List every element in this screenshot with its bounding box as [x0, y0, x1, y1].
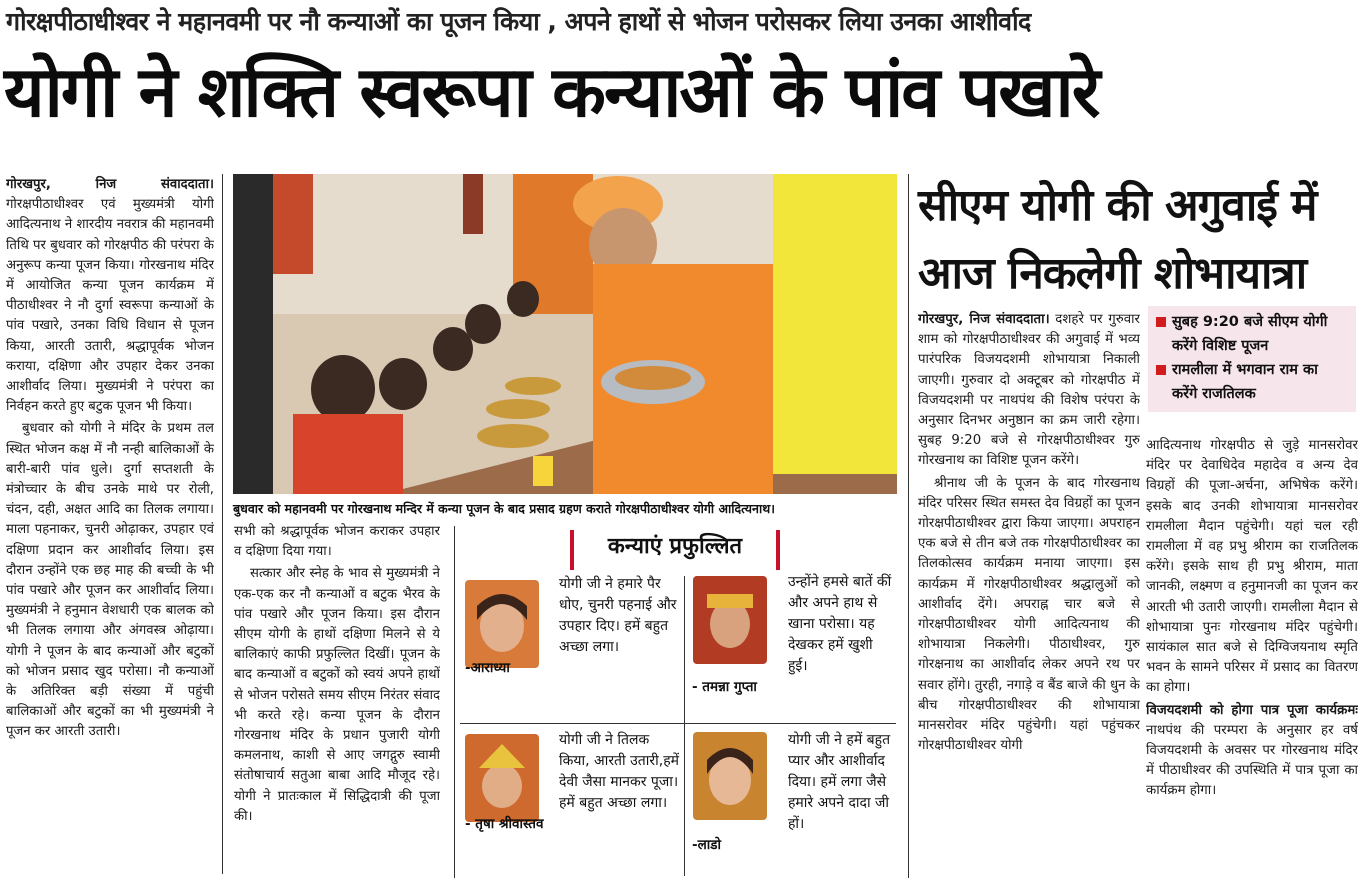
- main-para-1: गोरक्षपीठाधीश्वर एवं मुख्यमंत्री योगी आदित्यनाथ ने शारदीय नवरात्र की महानवमी तिथि पर बुधवार को गोरक्षपीठ की परंपरा के अनुरूप कन्या पूजन किया। गोरखनाथ मंदिर में आयोजित कन्या पूजन कार्यक्रम में पीठाधीश्वर ने नौ दुर्गा स्वरूपा कन्याओं के पांव पखारे, उनका विधि विधान से पूजन किया, आरती उतारी, श्रद्धापूर्वक भोजन कराया, दक्षिणा और उपहार देकर उनका आशीर्वाद लिया। मुख्यमंत्री ने परंपरा का निर्वहन करते हुए बटुक पूजन भी किया।: [6, 197, 214, 415]
- quote-text: योगी जी ने तिलक किया, आरती उतारी,हमें देवी जैसा मानकर पूजा। हमें बहुत अच्छा लगा।: [559, 732, 680, 811]
- bullet-item: [1156, 358, 1348, 406]
- bullet-item: [1156, 310, 1348, 358]
- quote-aradhya: [465, 574, 680, 679]
- side-headline-line-1: सीएम योगी की अगुवाई में: [918, 180, 1317, 231]
- quote-name: -लाडो: [692, 837, 721, 853]
- main-story-column-2: [234, 522, 440, 877]
- side-para-2: श्रीनाथ जी के पूजन के बाद गोरखनाथ मंदिर परिसर स्थित समस्त देव विग्रहों का पूजन गोरक्षपीठाधीश्वर द्वारा किया जाएगा। अपराहन एक बजे से तीन बजे तक गोरक्षपीठाधीश्वर का तिलकोत्सव कार्यक्रम मनाया जाएगा। इस कार्यक्रम में गोरक्षपीठाधीश्वर श्रद्धालुओं को आशीर्वाद देंगे। अपराह्न चार बजे से गोरक्षपीठाधीश्वर योगी आदित्यनाथ की शोभायात्रा निकलेगी। पीठाधीश्वर, गुरु गोरक्षनाथ का आशीर्वाद लेकर अपने रथ पर सवार होंगे। तुरही, नगाड़े व बैंड बाजे की धुन के बीच गोरक्षपीठाधीश्वर की शोभायात्रा मानसरोवर मंदिर पहुंचेगी। यहां पहुंचकर गोरक्षपीठाधीश्वर योगी: [918, 475, 1140, 754]
- photo-caption: बुधवार को महानवमी पर गोरखनाथ मन्दिर में कन्या पूजन के बाद प्रसाद ग्रहण कराते गोरक्षपीठाधीश्वर योगी आदित्यनाथ।: [233, 501, 775, 516]
- quote-name: - तृषा श्रीवास्तव: [465, 816, 544, 832]
- lead-photo-illustration: [233, 174, 897, 494]
- main-para-2: बुधवार को योगी ने मंदिर के प्रथम तल स्थित भोजन कक्ष में नौ नन्ही बालिकाओं के बारी-बारी पांव धुले। दुर्गा सप्तशती के मंत्रोच्चार के बीच उनके माथे पर रोली, चंदन, दही, अक्षत आदि का तिलक लगाया। माला पहनाकर, चुनरी ओढ़ाकर, उपहार एवं दक्षिणा प्रदान कर आशीर्वाद लिया। इस दौरान उन्होंने एक छह माह की बच्ची के भी पांव पखारे और पूजन कर आशीर्वाद लिया। मुख्यमंत्री ने हनुमान वेशधारी एक बालक को भी तिलक लगाया और अंगवस्त्र ओढ़ाया। योगी ने पूजन के बाद कन्याओं और बटुकों को भोजन प्रसाद खुद परोसा। नौ कन्याओं के अतिरिक्त बड़ी संख्या में पहुंची बालिकाओं और बटुकों का भी मुख्यमंत्री ने पूजन कर आरती उतारी।: [6, 421, 214, 740]
- main-headline: योगी ने शक्ति स्वरूपा कन्याओं के पांव पखारे: [4, 51, 1099, 133]
- quote-tamanna: [692, 572, 892, 698]
- side-story-column-b: [1146, 436, 1358, 878]
- quote-text: उन्होंने हमसे बातें कीं और अपने हाथ से खाना परोसा। यह देखकर हमें खुशी हुई।: [788, 574, 892, 674]
- square-bullet-icon: [1156, 365, 1166, 375]
- main-story-column-1: [6, 175, 214, 877]
- quote-name: - तमन्ना गुप्ता: [692, 679, 757, 695]
- side-story-column-a: [918, 310, 1140, 878]
- quote-text: योगी जी ने हमारे पैर धोए, चुनरी पहनाई और उपहार दिए। हमें बहुत अच्छा लगा।: [559, 576, 677, 655]
- kicker-headline: गोरक्षपीठाधीश्वर ने महानवमी पर नौ कन्याओं का पूजन किया , अपने हाथों से भोजन परोसकर लिया उनका आशीर्वाद: [6, 7, 1031, 36]
- main-dateline: गोरखपुर, निज संवाददाता।: [6, 177, 214, 192]
- quotes-divider: [460, 723, 896, 724]
- square-bullet-icon: [1156, 317, 1166, 327]
- side-para-1: दशहरे पर गुरुवार शाम को गोरक्षपीठाधीश्वर की अगुवाई में भव्य पारंपरिक विजयदशमी शोभायात्रा निकाली जाएगी। गुरुवार दो अक्टूबर को गोरक्षपीठ में विजयदशमी पर नाथपंथ की विशेष परंपरा के अनुसार दिनभर अनुष्ठान का क्रम जारी रहेगा। सुबह 9:20 बजे से गोरक्षपीठाधीश्वर गुरु गोरखनाथ का विशिष्ट पूजन करेंगे।: [918, 312, 1140, 469]
- main-para-4: सत्कार और स्नेह के भाव से मुख्यमंत्री ने एक-एक कर नौ कन्याओं व बटुक भैरव के पांव पखारे और पूजन किया। इस दौरान सीएम योगी के हाथों दक्षिणा मिलने से ये बालिकाएं काफी प्रफुल्लित दिखीं। पूजन के बाद कन्याओं व बटुकों को स्वयं अपने हाथों से भोजन परोसते समय सीएम निरंतर संवाद भी करते रहे। कन्या पूजन के दौरान गोरखनाथ मंदिर के प्रधान पुजारी योगी कमलनाथ, काशी से आए जगद्गुरु स्वामी संतोषाचार्य सतुआ बाबा आदि मौजूद रहे। योगी ने प्रातःकाल में सिद्धिदात्री की पूजा की।: [234, 566, 440, 824]
- side-subhead: विजयदशमी को होगा पात्र पूजा कार्यक्रमः: [1146, 702, 1358, 718]
- quote-lado: [692, 730, 892, 856]
- lead-photo: [233, 174, 897, 494]
- highlight-bullets: [1148, 306, 1356, 412]
- quote-name: -आराध्या: [465, 660, 510, 676]
- quote-text: योगी जी ने हमें बहुत प्यार और आशीर्वाद दिया। हमें लगा जैसे हमारे अपने दादा जी हों।: [788, 732, 891, 832]
- quotes-center-rule: [684, 576, 685, 876]
- side-dateline: गोरखपुर, निज संवाददाता।: [918, 312, 1050, 327]
- quote-trisha: [465, 730, 680, 835]
- bullet-text: सुबह 9:20 बजे सीएम योगी करेंगे विशिष्ट पूजन: [1172, 314, 1328, 354]
- section-rule: [908, 174, 909, 878]
- bullet-text: रामलीला में भगवान राम का करेंगे राजतिलक: [1172, 362, 1318, 402]
- side-subhead-text: नाथपंथ की परम्परा के अनुसार हर वर्ष विजयदशमी के अवसर पर गोरखनाथ मंदिर में पीठाधीश्वर की उपस्थिति में पात्र पूजा का कार्यक्रम होगा।: [1146, 722, 1358, 799]
- side-headline-line-2: आज निकलेगी शोभायात्रा: [918, 248, 1307, 299]
- side-headline: [918, 172, 1358, 308]
- side-para-3: आदित्यनाथ गोरक्षपीठ से जुड़े मानसरोवर मंदिर पर देवाधिदेव महादेव व अन्य देव विग्रहों की पूजा-अर्चना, अभिषेक करेंगे। इसके बाद उनकी शोभायात्रा मानसरोवर रामलीला मैदान पहुंचेगी। यहां चल रही रामलीला में वह प्रभु श्रीराम का राजतिलक करेंगे। इसके साथ ही प्रभु श्रीराम, माता जानकी, लक्ष्मण व हनुमानजी का पूजन कर आरती भी उतारी जाएगी। रामलीला मैदान से शोभायात्रा पुनः गोरखनाथ मंदिर पहुंचेगी। सायंकाल सात बजे से दिग्विजयनाथ स्मृति भवन के सामने परिसर में प्रसाद का वितरण का होगा।: [1146, 438, 1358, 696]
- column-rule: [222, 174, 223, 874]
- main-para-3: सभी को श्रद्धापूर्वक भोजन कराकर उपहार व दक्षिणा दिया गया।: [234, 524, 440, 560]
- quotes-box-title: कन्याएं प्रफुल्लित: [570, 530, 780, 568]
- box-left-rule: [454, 526, 455, 878]
